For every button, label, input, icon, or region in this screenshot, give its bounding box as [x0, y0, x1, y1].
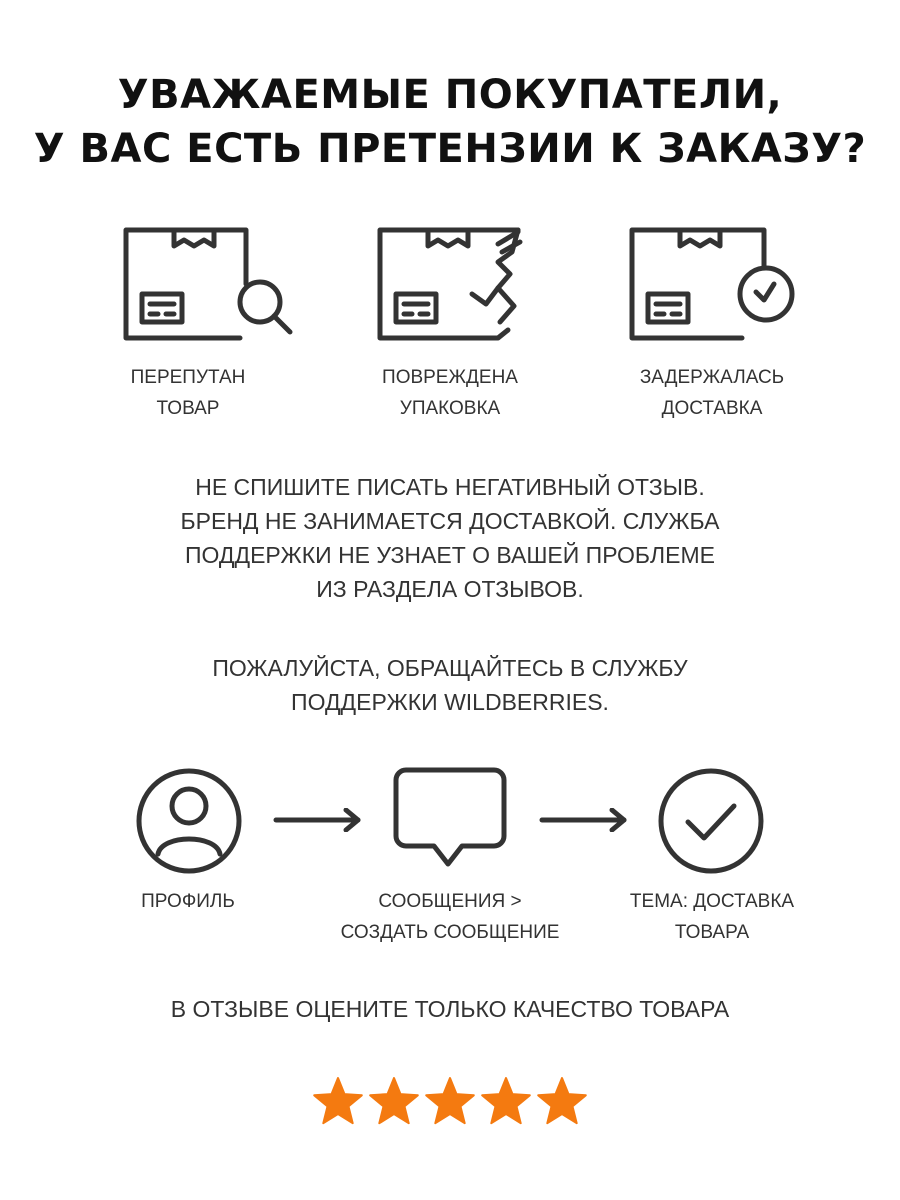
- issue-caption-delayed: ЗАДЕРЖАЛАСЬ ДОСТАВКА: [639, 367, 785, 419]
- star-icon: [424, 1076, 476, 1128]
- rating-stars: [312, 1076, 588, 1132]
- box-clock-icon: [624, 222, 804, 342]
- star-icon: [536, 1076, 588, 1128]
- step-caption-messages: СООБЩЕНИЯ > СОЗДАТЬ СООБЩЕНИЕ: [340, 891, 560, 943]
- star-icon: [480, 1076, 532, 1128]
- star-icon: [312, 1076, 364, 1128]
- support-steps-flow: [0, 760, 900, 870]
- notice-paragraph: НЕ СПИШИТЕ ПИСАТЬ НЕГАТИВНЫЙ ОТЗЫВ. БРЕНД НЕ ЗАНИМАЕТСЯ ДОСТАВКОЙ. СЛУЖБА ПОДДЕРЖКИ НЕ УЗНАЕТ О ВАШЕЙ ПРОБЛЕМЕ ИЗ РАЗДЕЛА ОТЗЫВОВ.: [180, 474, 720, 602]
- issues-icons-row: [0, 222, 900, 352]
- page-title: [0, 68, 900, 176]
- message-icon: [392, 766, 508, 876]
- step-caption-profile: ПРОФИЛЬ: [141, 891, 235, 912]
- title-line-1: УВАЖАЕМЫЕ ПОКУПАТЕЛИ,: [117, 72, 783, 118]
- star-icon: [368, 1076, 420, 1128]
- profile-icon: [134, 766, 244, 876]
- arrow-right-icon: [538, 808, 630, 832]
- check-circle-icon: [656, 766, 766, 876]
- issue-caption-damaged: ПОВРЕЖДЕНА УПАКОВКА: [382, 367, 518, 419]
- box-magnifier-icon: [118, 222, 298, 342]
- arrow-right-icon: [272, 808, 364, 832]
- box-damaged-icon: [372, 222, 552, 342]
- review-instruction: В ОТЗЫВЕ ОЦЕНИТЕ ТОЛЬКО КАЧЕСТВО ТОВАРА: [170, 996, 730, 1022]
- issue-caption-mixed-up: ПЕРЕПУТАН ТОВАР: [130, 367, 246, 419]
- support-paragraph: ПОЖАЛУЙСТА, ОБРАЩАЙТЕСЬ В СЛУЖБУ ПОДДЕРЖКИ WILDBERRIES.: [212, 655, 688, 715]
- title-line-2: У ВАС ЕСТЬ ПРЕТЕНЗИИ К ЗАКАЗУ?: [33, 126, 867, 172]
- step-caption-topic: ТЕМА: ДОСТАВКА ТОВАРА: [629, 891, 795, 943]
